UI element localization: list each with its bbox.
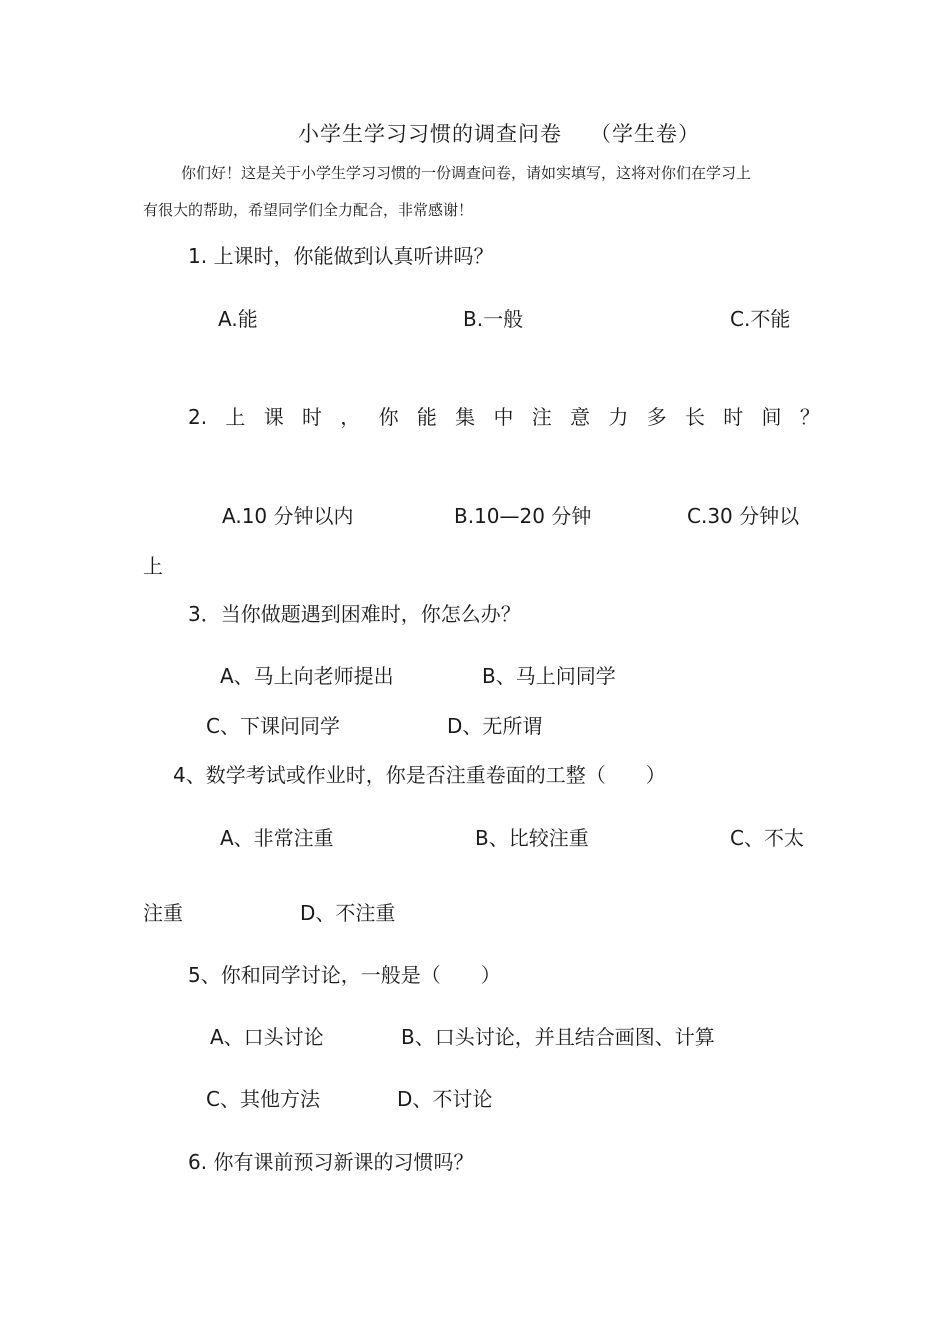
question-1: 1. 上课时，你能做到认真听讲吗？: [188, 244, 494, 268]
q5-option-d[interactable]: D、不讨论: [397, 1087, 493, 1111]
q2-char: 你: [378, 405, 399, 429]
question-2: [188, 407, 820, 427]
q5-option-b[interactable]: B、口头讨论，并且结合画图、计算: [401, 1025, 715, 1049]
q3-option-a[interactable]: A、马上向老师提出: [220, 664, 394, 688]
q2-char: 力: [608, 405, 629, 429]
q2-char: 多: [646, 405, 667, 429]
q4-option-a[interactable]: A、非常注重: [220, 826, 334, 850]
intro-line-1: 你们好！这是关于小学生学习习惯的一份调查问卷，请如实填写，这将对你们在学习上: [181, 164, 752, 182]
q1-option-a[interactable]: A.能: [218, 307, 258, 331]
intro-line-2: 有很大的帮助，希望同学们全力配合，非常感谢！: [143, 201, 474, 219]
q2-option-c-continuation: 上: [143, 554, 163, 578]
q2-char: 集: [455, 405, 476, 429]
q2-char: 意: [570, 405, 591, 429]
q2-char: 中: [493, 405, 514, 429]
q4-option-d[interactable]: D、不注重: [300, 901, 396, 925]
q3-option-d[interactable]: D、无所谓: [447, 714, 543, 738]
q2-char: 间: [761, 405, 782, 429]
q2-char: 时: [723, 405, 744, 429]
document-title: [298, 124, 700, 145]
q2-char: ？: [799, 405, 820, 429]
q2-option-c[interactable]: C.30 分钟以: [687, 504, 800, 528]
q2-char: 注: [531, 405, 552, 429]
question-5: 5、你和同学讨论，一般是（ ）: [188, 963, 501, 987]
question-6: 6. 你有课前预习新课的习惯吗？: [188, 1150, 474, 1174]
q2-option-b[interactable]: B.10—20 分钟: [454, 504, 592, 528]
q1-option-b[interactable]: B.一般: [463, 307, 524, 331]
q2-char: ，: [340, 405, 361, 429]
q2-char: 长: [684, 405, 705, 429]
q3-option-b[interactable]: B、马上问同学: [482, 664, 616, 688]
q4-option-c-continuation: 注重: [143, 901, 183, 925]
q2-char: 上: [225, 405, 246, 429]
q2-char: 能: [416, 405, 437, 429]
q4-option-c[interactable]: C、不太: [730, 826, 804, 850]
q2-option-a[interactable]: A.10 分钟以内: [222, 504, 354, 528]
title-main: 小学生学习习惯的调查问卷: [298, 122, 562, 146]
q3-option-c[interactable]: C、下课问同学: [206, 714, 340, 738]
q2-char: 课: [263, 405, 284, 429]
q2-char: 时: [301, 405, 322, 429]
question-3: 3．当你做题遇到困难时，你怎么办？: [188, 602, 521, 626]
q2-char: 2.: [188, 405, 208, 429]
q5-option-a[interactable]: A、口头讨论: [210, 1025, 324, 1049]
title-subtitle: （学生卷）: [590, 122, 700, 146]
q5-option-c[interactable]: C、其他方法: [206, 1087, 320, 1111]
question-4: 4、数学考试或作业时，你是否注重卷面的工整（ ）: [173, 763, 666, 787]
q1-option-c[interactable]: C.不能: [730, 307, 791, 331]
q4-option-b[interactable]: B、比较注重: [475, 826, 589, 850]
